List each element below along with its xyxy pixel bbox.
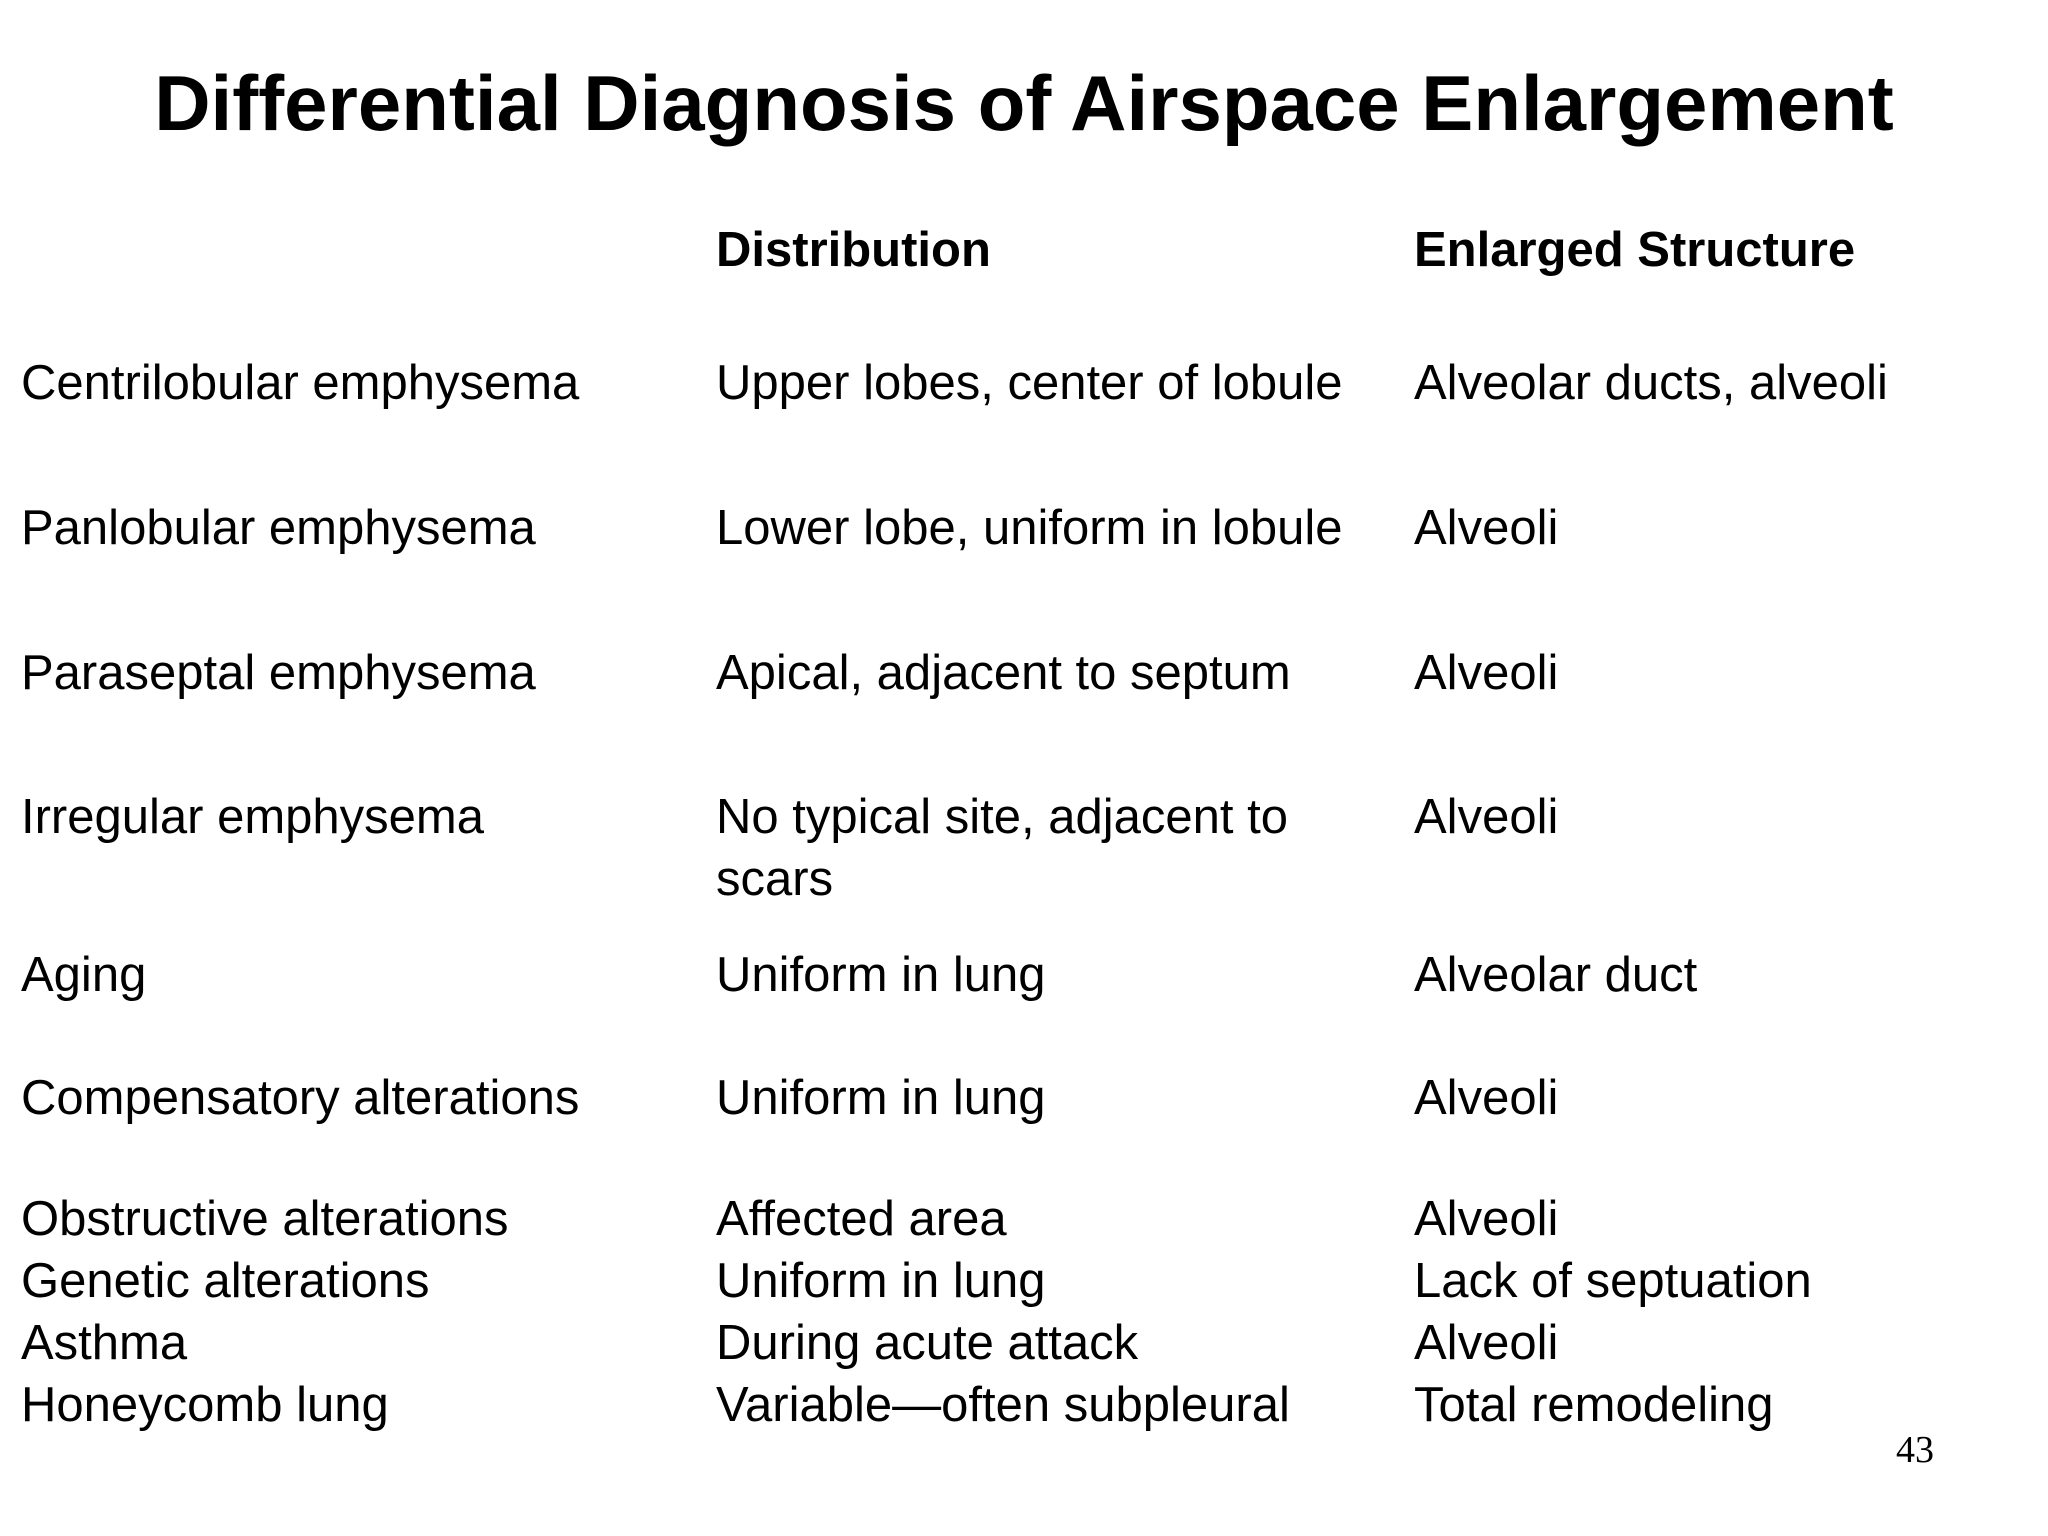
condition-cell: Genetic alterations [21,1254,430,1308]
condition-cell: Obstructive alterations [21,1192,509,1246]
enlarged-structure-cell: Total remodeling [1414,1378,1774,1432]
enlarged-structure-cell: Alveoli [1414,790,1559,844]
condition-cell: Compensatory alterations [21,1071,580,1125]
condition-cell: Panlobular emphysema [21,501,536,555]
condition-cell: Paraseptal emphysema [21,646,536,700]
enlarged-structure-cell: Alveoli [1414,646,1559,700]
distribution-cell: Variable—often subpleural [716,1378,1290,1432]
page-number: 43 [1896,1429,1934,1471]
enlarged-structure-cell: Lack of septuation [1414,1254,1812,1308]
distribution-cell: Lower lobe, uniform in lobule [716,501,1343,555]
distribution-cell: Apical, adjacent to septum [716,646,1291,700]
distribution-cell: During acute attack [716,1316,1139,1370]
distribution-cell: Uniform in lung [716,1071,1046,1125]
condition-cell: Centrilobular emphysema [21,356,580,410]
enlarged-structure-cell: Alveolar duct [1414,948,1698,1002]
condition-cell: Asthma [21,1316,188,1370]
column-header-distribution: Distribution [716,223,991,277]
distribution-cell: Upper lobes, center of lobule [716,356,1343,410]
condition-cell: Honeycomb lung [21,1378,389,1432]
enlarged-structure-cell: Alveolar ducts, alveoli [1414,356,1888,410]
distribution-cell: Affected area [716,1192,1007,1246]
distribution-cell: Uniform in lung [716,1254,1046,1308]
column-header-enlarged-structure: Enlarged Structure [1414,223,1856,277]
condition-cell: Aging [21,948,147,1002]
distribution-cell: Uniform in lung [716,948,1046,1002]
enlarged-structure-cell: Alveoli [1414,1316,1559,1370]
enlarged-structure-cell: Alveoli [1414,1192,1559,1246]
condition-cell: Irregular emphysema [21,790,484,844]
distribution-cell: No typical site, adjacent to scars [716,790,1288,906]
enlarged-structure-cell: Alveoli [1414,501,1559,555]
enlarged-structure-cell: Alveoli [1414,1071,1559,1125]
slide-title: Differential Diagnosis of Airspace Enlargement [154,59,1894,147]
